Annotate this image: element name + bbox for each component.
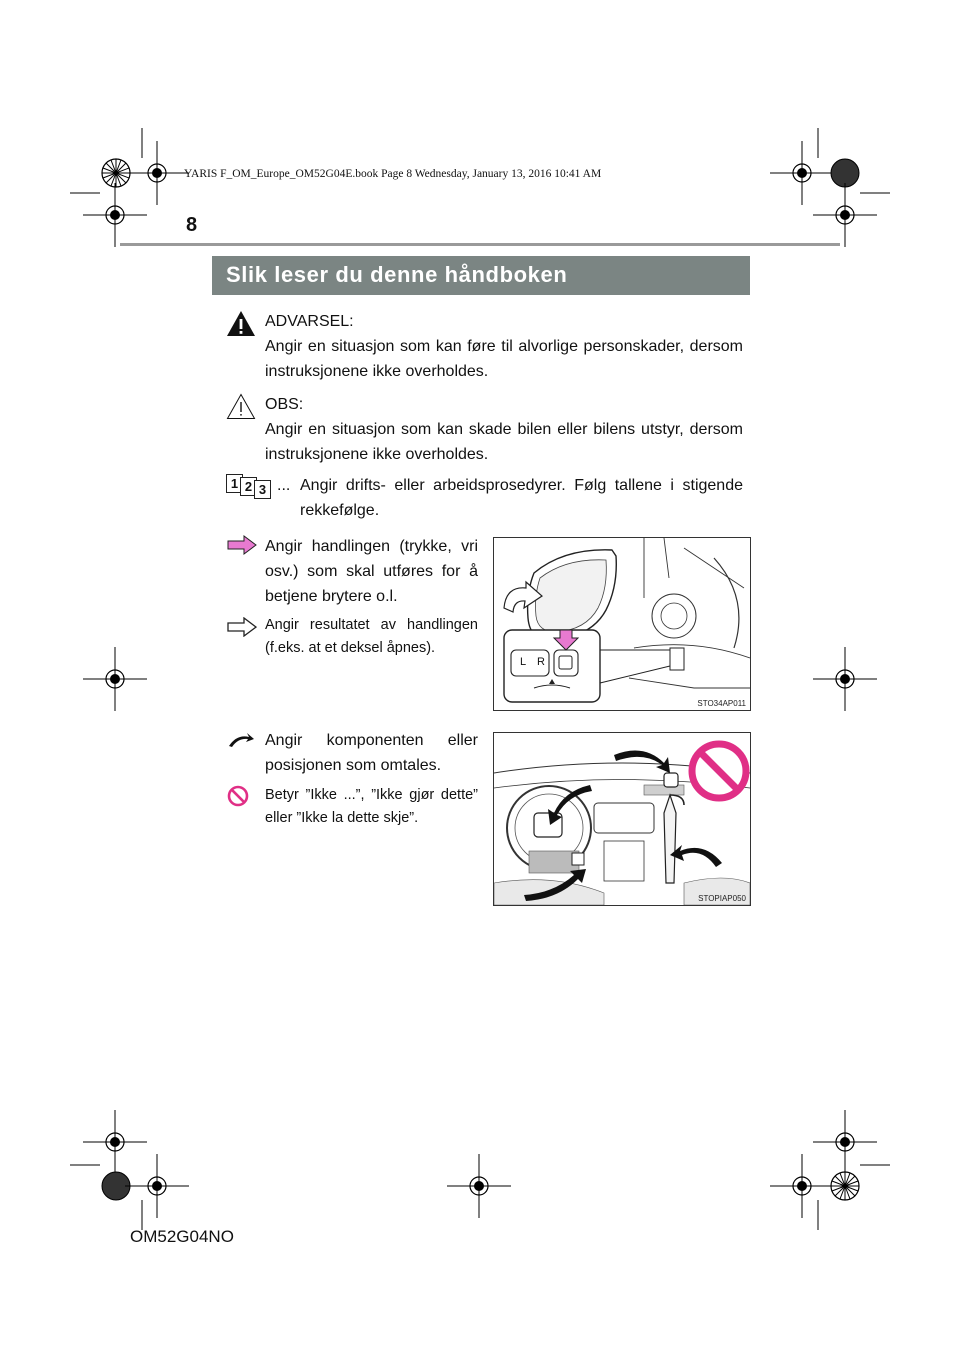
- figure1-code: STO34AP011: [697, 699, 746, 708]
- figure2-code: STOPIAP050: [698, 894, 746, 903]
- component-arrow-text: Angir komponenten eller posisjonen som omtales.: [265, 732, 478, 774]
- prohibit-text: Betyr ”Ikke ...”, ”Ikke gjør dette” eller ”Ikke la dette skje”.: [265, 787, 478, 826]
- warning-text: Angir en situasjon som kan føre til alvorlige personskader, dersom instruksjonene ikke overholdes.: [265, 338, 743, 380]
- result-arrow-text: Angir resultatet av handlingen (f.eks. at et deksel åpnes).: [265, 617, 478, 656]
- action-arrow-text: Angir handlingen (trykke, vri osv.) som skal utføres for å betjene brytere o.l.: [265, 538, 478, 605]
- notice-label: OBS:: [265, 396, 304, 413]
- prohibit-icon: [227, 785, 249, 807]
- page-number: 8: [186, 214, 198, 236]
- section-header: [212, 256, 750, 295]
- warning-label: ADVARSEL:: [265, 313, 354, 330]
- header-rule: [120, 243, 840, 246]
- result-arrow-icon: [227, 617, 257, 637]
- cabin-interior-illustration: [494, 733, 750, 905]
- component-arrow-icon: [227, 730, 255, 750]
- switch-left-label: L: [520, 656, 527, 668]
- steps-text: Angir drifts- eller arbeidsprosedyrer. Følg tallene i stigende rekkefølge.: [300, 477, 743, 519]
- warning-icon: [226, 310, 256, 337]
- step-number: 2: [240, 477, 257, 496]
- figure-mirror-switch: [493, 537, 751, 711]
- step-number: 3: [254, 480, 271, 499]
- footer-code: OM52G04NO: [130, 1227, 234, 1246]
- figure-cabin-interior: [493, 732, 751, 906]
- steps-ellipsis: ...: [277, 477, 291, 494]
- section-title: Slik leser du denne håndboken: [226, 262, 568, 287]
- mirror-switch-illustration: [494, 538, 750, 710]
- step-number: 1: [226, 474, 243, 493]
- action-arrow-icon: [227, 535, 257, 555]
- caution-icon: [226, 393, 256, 420]
- notice-text: Angir en situasjon som kan skade bilen eller bilens utstyr, dersom instruksjonene ikke overholdes.: [265, 421, 743, 463]
- switch-right-label: R: [537, 656, 545, 668]
- printer-line: YARIS F_OM_Europe_OM52G04E.book Page 8 Wednesday, January 13, 2016 10:41 AM: [184, 168, 602, 180]
